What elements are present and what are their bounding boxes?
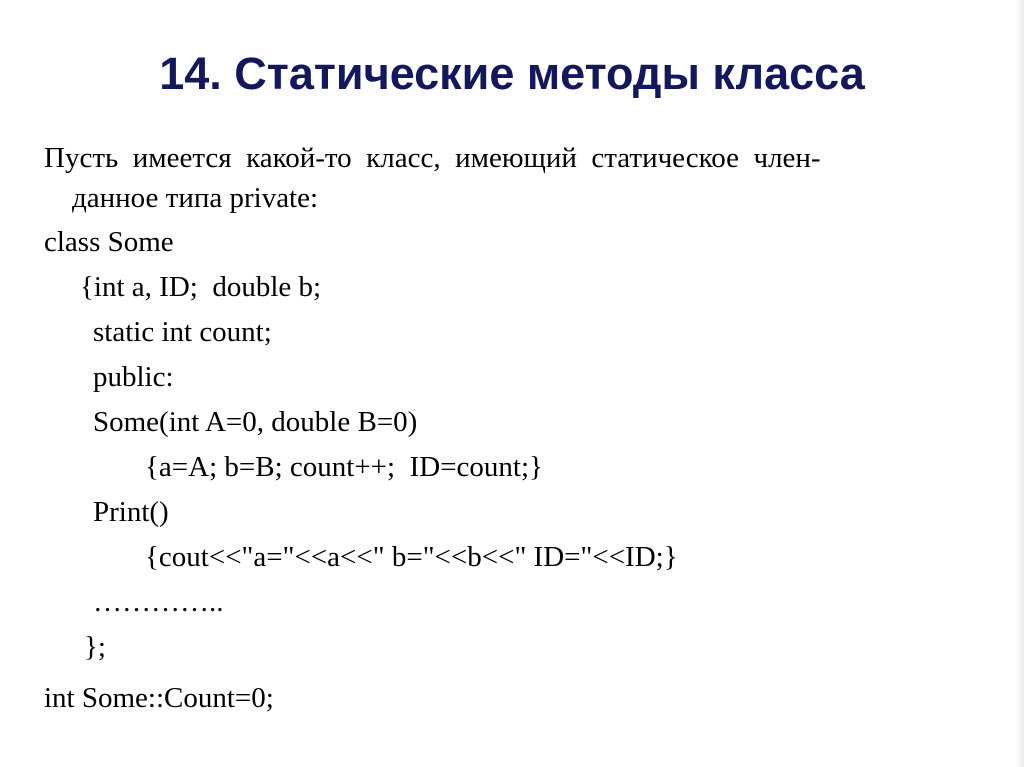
code-line-print: Print() [93, 496, 169, 528]
code-line-ellipsis: ………….. [93, 586, 224, 618]
code-line-constructor: Some(int A=0, double B=0) [93, 406, 418, 438]
code-line-static-member: static int count; [93, 316, 272, 348]
code-line-class-declaration: class Some [44, 226, 174, 258]
slide-edge-shadow [1016, 0, 1024, 767]
intro-text-line-1: Пусть имеется какой-то класс, имеющий статическое член- [44, 142, 821, 174]
code-line-fields: {int a, ID; double b; [80, 271, 322, 303]
intro-text-line-2: данное типа private: [72, 182, 319, 214]
code-line-print-body: {cout<<"a="<<a<<" b="<<b<<" ID="<<ID;} [145, 541, 678, 573]
code-line-static-init: int Some::Count=0; [44, 682, 274, 714]
slide-title: 14. Статические методы класса [159, 48, 865, 99]
code-line-class-end: }; [84, 631, 106, 663]
code-line-public: public: [93, 361, 174, 393]
code-line-constructor-body: {a=A; b=B; count++; ID=count;} [145, 451, 543, 483]
